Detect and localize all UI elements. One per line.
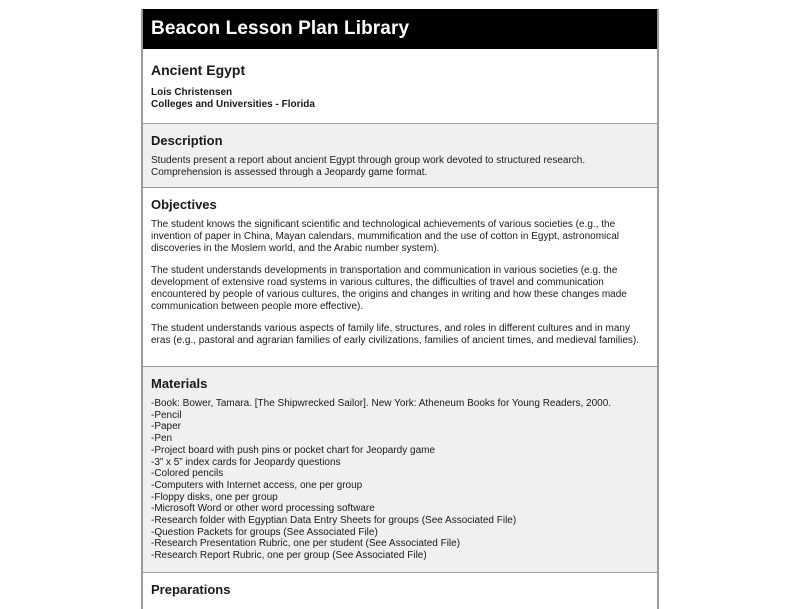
list-item: -Research Presentation Rubric, one per student (See Associated File) xyxy=(151,538,461,550)
list-item: -Research folder with Egyptian Data Entry Sheets for groups (See Associated File) xyxy=(151,515,517,527)
lesson-institution: Colleges and Universities - Florida xyxy=(151,99,315,110)
list-item: -Book: Bower, Tamara. [The Shipwrecked Sailor]. New York: Atheneum Books for Young Readers, 2000. xyxy=(151,398,612,409)
description-heading: Description xyxy=(151,133,223,148)
list-item: -Pen xyxy=(151,433,173,445)
description-text: Students present a report about ancient Egypt through group work devoted to structured research. Comprehension is assessed through a Jeopardy game format. xyxy=(151,155,586,178)
objectives-heading: Objectives xyxy=(151,197,217,212)
preparations-heading: Preparations xyxy=(151,581,231,597)
lesson-title: Ancient Egypt xyxy=(151,62,246,78)
list-item: -Pencil xyxy=(151,409,182,421)
list-item: -Question Packets for groups (See Associated File) xyxy=(151,526,378,538)
list-item: -Research Report Rubric, one per group (See Associated File) xyxy=(151,550,427,562)
list-item: -Paper xyxy=(151,421,182,433)
list-item: -Floppy disks, one per group xyxy=(151,491,278,503)
list-item: -Colored pencils xyxy=(151,468,224,480)
materials-list xyxy=(151,398,649,562)
lesson-plan-page xyxy=(141,9,659,609)
materials-section xyxy=(143,366,657,572)
preparations-section xyxy=(143,572,657,609)
list-item: -Project board with push pins or pocket chart for Jeopardy game xyxy=(151,444,436,456)
objective-paragraph: The student understands various aspects of family life, structures, and roles in different cultures and in many eras (e.g., pastoral and agrarian families of early civilizations, families of ancient times, and medieval families). xyxy=(151,323,639,346)
lesson-header xyxy=(143,49,657,123)
materials-heading: Materials xyxy=(151,376,208,391)
description-section xyxy=(143,123,657,187)
objective-paragraph: The student understands developments in transportation and communication in various societies (e.g. the development of extensive road systems in various cultures, the difficulties of travel and communication encountered by people of various cultures, the origins and changes in writing and how these changes made communication between people more effective). xyxy=(151,265,627,312)
lesson-author: Lois Christensen xyxy=(151,87,233,98)
objectives-section xyxy=(143,187,657,366)
site-title: Beacon Lesson Plan Library xyxy=(151,18,410,39)
list-item: -Computers with Internet access, one per group xyxy=(151,479,363,491)
objective-paragraph: The student knows the significant scientific and technological achievements of various societies (e.g., the invention of paper in China, Mayan calendars, mummification and the use of cotton in Egypt, astronomical discoveries in the Moslem world, and the Arabic number system). xyxy=(151,219,620,254)
list-item: -Microsoft Word or other word processing software xyxy=(151,503,375,515)
site-banner xyxy=(143,9,657,49)
list-item: -3” x 5” index cards for Jeopardy questions xyxy=(151,456,341,468)
